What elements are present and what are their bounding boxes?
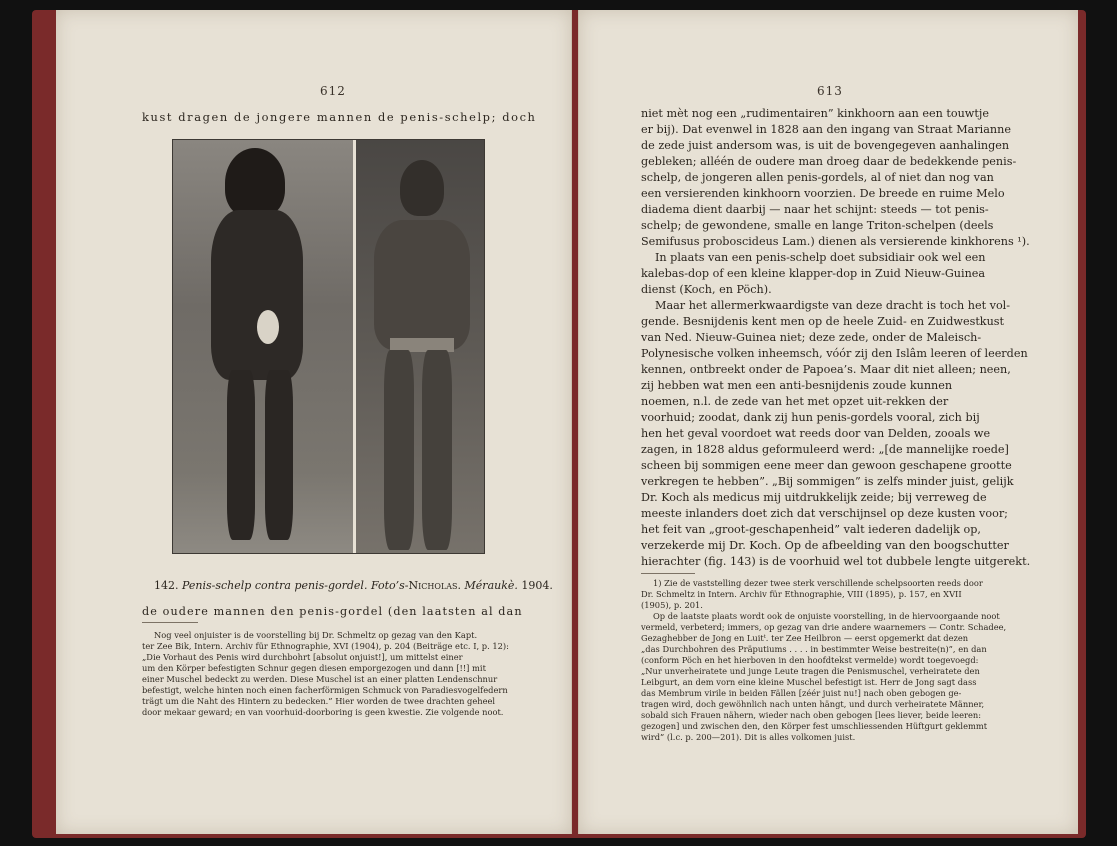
figure-caption: 142. Penis-schelp contra penis-gordel. Foto’s-Nicholas. Méraukè. 1904. bbox=[154, 579, 553, 592]
left-top-line: kust dragen de jongere mannen de penis-schelp; doch bbox=[142, 110, 537, 124]
right-page-number: 613 bbox=[817, 84, 843, 98]
right-page: 613 niet mèt nog een „rudimentairen” kinkhoorn aan een touwtje er bij). Dat evenwel in 1828 aan den ingang van Straat Marianne de zede juist andersom was, is uit de bovengegeven aanhalingen gebleken; alléén de oudere man droeg daar de bedekkende penis- schelp, de jongeren allen penis-gordels, al of niet dan nog van een versierenden kinkhoorn voorzien. De breede en ruime Melo diadema dient daarbij — naar het schijnt: steeds — tot penis- schelp; de gewondene, smalle en lange Triton-schelpen (deels Semifusus proboscideus Lam.) dienen als versierende kinkhorens ¹). In plaats van een penis-schelp doet subsidiair ook wel een kalebas-dop of een kleine klapper-dop in Zuid Nieuw-Guinea dienst (Koch, en Pöch). Maar het allermerkwaardigste van deze dracht is toch het vol- gende. Besnijdenis kent men op de heele Zuid- en Zuidwestkust van Ned. Nieuw-Guinea niet; deze zede, onder de Maleisch- Polynesische volken inheemsch, vóór zij den Islâm leeren of leerden kennen, ontbreekt onder de Papoea’s. Maar dit niet alleen; neen, zij hebben wat men een anti-besnijdenis zoude kunnen noemen, n.l. de zede van het met opzet uit-rekken der voorhuid; zoodat, dank zij hun penis-gordels vooral, zich bij hen het geval voordoet wat reeds door van Delden, zooals we zagen, in 1828 aldus geformuleerd werd: „[de mannelijke roede] scheen bij sommigen eene meer dan gewoon geschapene grootte verkregen te hebben”. „Bij sommigen” is zelfs minder juist, gelijk Dr. Koch als medicus mij uitdrukkelijk zeide; bij verreweg de meeste inlanders doet zich dat verschijnsel op deze kusten voor; het feit van „groot-geschapenheid” valt iederen dadelijk op, verzekerde mij Dr. Koch. Op de afbeelding van den boogschutter hierachter (fig. 143) is de voorhuid wel tot dubbele lengte uitgerekt. 1) Zie de vaststelling dezer twee sterk verschillende schelpsoorten reeds door Dr. Schmeltz in Intern. Archiv für Ethnographie, VIII (1895), p. 157, en XVII (1905), p. 201. Op de laatste plaats wordt ook de onjuiste voorstelling, in de hiervoorgaande noot vermeld, verbeterd; immers, op gezag van drie andere waarnemers — Contr. Schadee, Gezaghebber de Jong en Luitᵗ. ter Zee Heilbron — eerst opgemerkt dat dezen „das Durchbohren des Präputiums . . . . in bestimmter Weise bestreite(n)”, en dan (conform Pöch en het hierboven in den hoofdtekst vermelde) wordt toegevoegd: „Nur unverheiratete und junge Leute tragen die Penismuschel, verheiratete den Leibgurt, an dem vorn eine kleine Muschel befestigt ist. Herr de Jong sagt dass das Membrum virile in beiden Fällen [zéér juist nu!] nach oben gebogen ge- tragen wird, doch gewöhnlich nach unten hängt, und durch verheiratete Männer, sobald sich Frauen nähern, wieder nach oben gebogen [lees liever, beide leeren: gezogen] und zwischen den, den Körper fest umschliessenden Hüftgurt geklemmt wird” (l.c. p. 200—201). Dit is alles volkomen juist. bbox=[578, 10, 1078, 834]
footnote-rule bbox=[142, 622, 198, 623]
photo-right-panel bbox=[356, 140, 485, 554]
right-footnote-rule bbox=[641, 573, 695, 574]
left-after-caption: de oudere mannen den penis-gordel (den laatsten al dan bbox=[142, 605, 523, 618]
book-spread bbox=[32, 10, 1086, 838]
figure-142-photograph bbox=[172, 139, 485, 554]
penis-shell bbox=[257, 310, 279, 344]
left-page-number: 612 bbox=[320, 84, 346, 98]
left-page: 612 kust dragen de jongere mannen de penis-schelp; doch 142. Penis-schelp contra penis-gordel. Foto’s-Nicholas. Méraukè. 1904. de oudere mannen den penis-gordel (den laatsten al dan Nog veel onjuister is de voorstelling bij Dr. Schmeltz op gezag van den Kapt. ter Zee Bik, Intern. Archiv für Ethnographie, XVI (1904), p. 204 (Beiträge etc. I, p. 12): „Die Vorhaut des Penis wird durchbohrt [absolut onjuist!], um mittelst einer um den Körper befestigten Schnur gegen diesen emporgezogen und dann [!!] mit einer Muschel bedeckt zu werden. Diese Muschel ist an einer platten Lendenschnur befestigt, welche hinten noch einen facherförmigen Schmuck von Paradiesvogelfedern trägt um die Naht des Hintern zu bedecken.” Hier worden de twee drachten geheel door mekaar geward; en van voorhuid-doorboring is geen kwestie. Zie volgende noot. bbox=[56, 10, 572, 834]
photo-left-panel bbox=[173, 140, 353, 554]
